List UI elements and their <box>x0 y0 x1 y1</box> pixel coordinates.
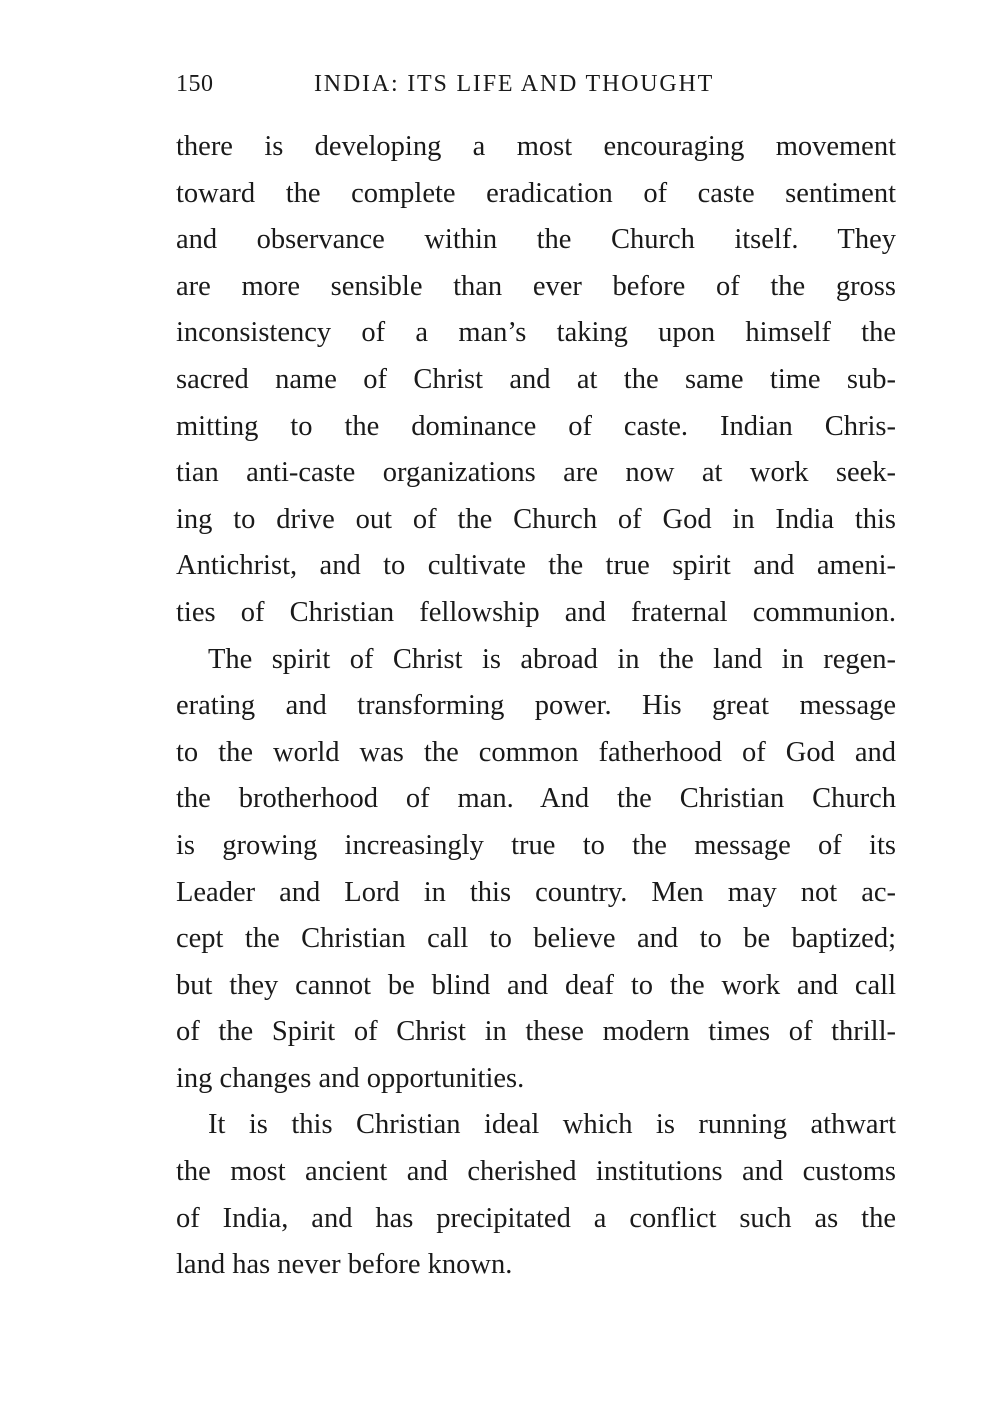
paragraph <box>176 124 896 637</box>
text-line: and observance within the Church itself. They <box>176 224 896 256</box>
text-line: mitting to the dominance of caste. Indian Chris- <box>176 410 896 442</box>
text-line: tian anti-caste organizations are now at work seek- <box>176 457 896 489</box>
running-head: INDIA: ITS LIFE AND THOUGHT <box>314 71 715 97</box>
text-line: inconsistency of a man’s taking upon himself the <box>176 317 896 349</box>
text-line: land has never before known. <box>176 1249 513 1281</box>
paragraph <box>176 637 896 1103</box>
text-line: sacred name of Christ and at the same time sub- <box>176 363 896 395</box>
text-line: toward the complete eradication of caste sentiment <box>176 177 896 209</box>
text-line: but they cannot be blind and deaf to the work and call <box>176 969 896 1001</box>
body-text <box>176 124 896 1289</box>
text-line: is growing increasingly true to the message of its <box>176 829 896 861</box>
text-line: It is this Christian ideal which is running athwart <box>208 1109 896 1141</box>
text-line: Antichrist, and to cultivate the true spirit and ameni- <box>176 550 896 582</box>
text-line: The spirit of Christ is abroad in the land in regen- <box>208 643 896 675</box>
text-line: ing to drive out of the Church of God in India this <box>176 503 896 535</box>
paragraph <box>176 1102 896 1288</box>
text-line: of the Spirit of Christ in these modern times of thrill- <box>176 1016 896 1048</box>
text-line: to the world was the common fatherhood of God and <box>176 736 896 768</box>
text-line: of India, and has precipitated a conflict such as the <box>176 1202 896 1234</box>
text-line: the most ancient and cherished institutions and customs <box>176 1156 896 1188</box>
text-line: are more sensible than ever before of the gross <box>176 270 896 302</box>
text-line: Leader and Lord in this country. Men may not ac- <box>176 876 896 908</box>
text-line: ties of Christian fellowship and fraternal communion. <box>176 596 896 628</box>
text-line: there is developing a most encouraging movement <box>176 131 896 162</box>
page-header <box>176 66 896 102</box>
page-number: 150 <box>176 71 214 97</box>
text-line: the brotherhood of man. And the Christian Church <box>176 783 896 815</box>
text-line: ing changes and opportunities. <box>176 1062 525 1094</box>
text-line: erating and transforming power. His great message <box>176 690 896 722</box>
text-line: cept the Christian call to believe and to be baptized; <box>176 923 896 955</box>
